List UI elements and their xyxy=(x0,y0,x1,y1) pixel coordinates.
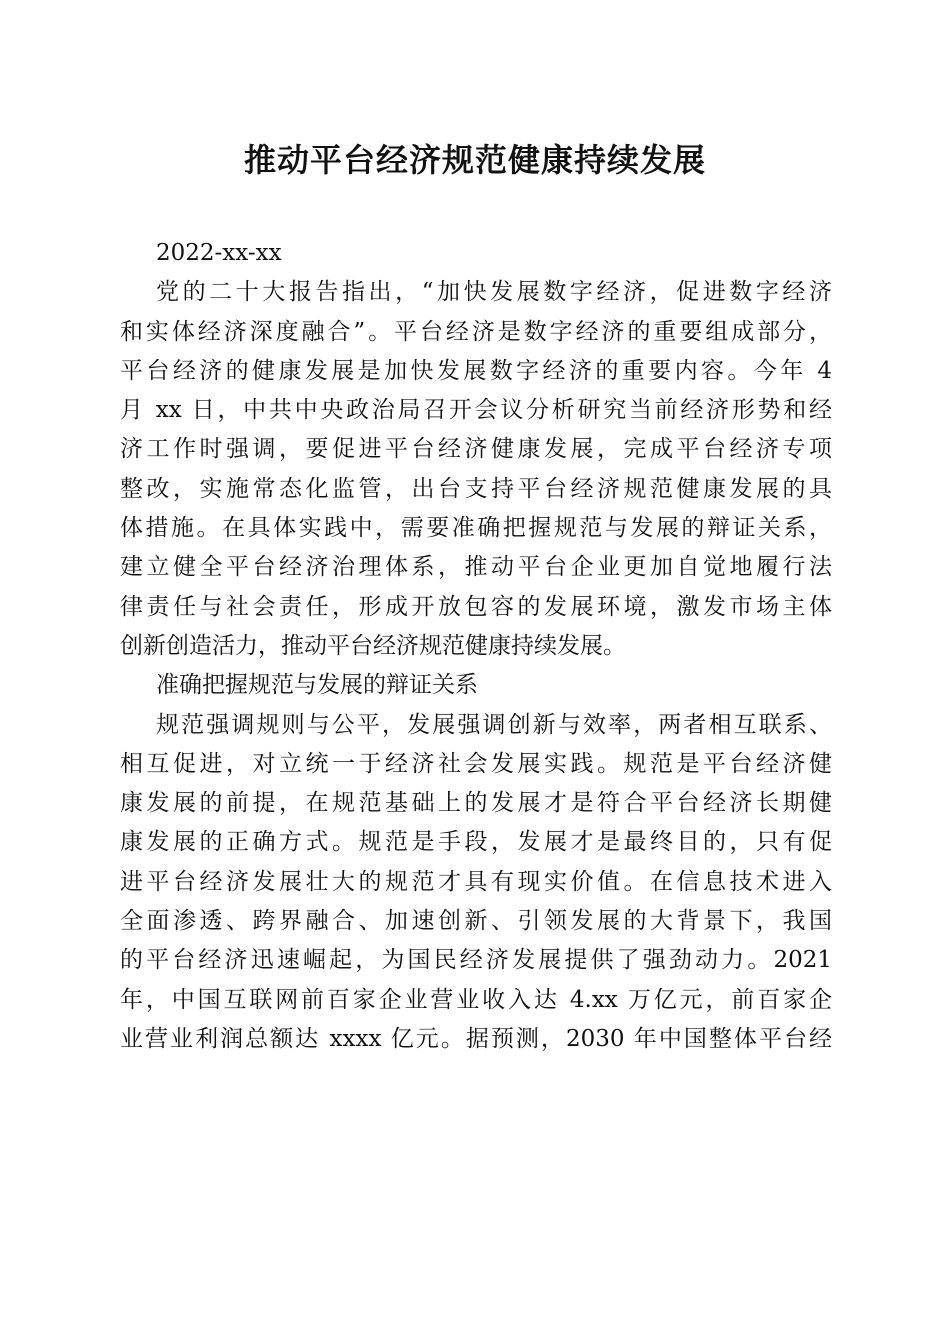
paragraph-2-line: 相互促进，对立统一于经济社会发展实践。规范是平台经济健 xyxy=(120,750,832,777)
paragraph-2-line: 康发展的正确方式。规范是手段，发展才是最终目的，只有促 xyxy=(120,829,832,856)
paragraph-2-line: 全面渗透、跨界融合、加速创新、引领发展的大背景下，我国 xyxy=(120,908,832,935)
paragraph-1-line: 济工作时强调，要促进平台经济健康发展，完成平台经济专项 xyxy=(120,436,832,463)
paragraph-2-line: 规范强调规则与公平，发展强调创新与效率，两者相互联系、 xyxy=(156,711,832,738)
paragraph-2-line: 的平台经济迅速崛起，为国民经济发展提供了强劲动力。2021 xyxy=(120,947,832,974)
paragraph-1-line: 党的二十大报告指出，“加快发展数字经济，促进数字经济 xyxy=(156,279,832,306)
document-title: 推动平台经济规范健康持续发展 xyxy=(243,141,706,179)
paragraph-1-line: 整改，实施常态化监管，出台支持平台经济规范健康发展的具 xyxy=(120,475,832,502)
paragraph-2-line: 年，中国互联网前百家企业营业收入达 4.xx 万亿元，前百家企 xyxy=(120,986,832,1013)
paragraph-2-line: 进平台经济发展壮大的规范才具有现实价值。在信息技术进入 xyxy=(120,868,832,895)
paragraph-1-line: 建立健全平台经济治理体系，推动平台企业更加自觉地履行法 xyxy=(120,554,832,581)
paragraph-1-line: 平台经济的健康发展是加快发展数字经济的重要内容。今年 4 xyxy=(120,357,832,384)
paragraph-1-line: 律责任与社会责任，形成开放包容的发展环境，激发市场主体 xyxy=(120,593,832,620)
paragraph-1-line: 和实体经济深度融合”。平台经济是数字经济的重要组成部分， xyxy=(120,318,832,345)
paragraph-1-line: 体措施。在具体实践中，需要准确把握规范与发展的辩证关系， xyxy=(120,515,832,542)
section-heading: 准确把握规范与发展的辩证关系 xyxy=(156,672,478,699)
paragraph-2-line: 业营业利润总额达 xxxx 亿元。据预测，2030 年中国整体平台经 xyxy=(120,1025,832,1052)
paragraph-1-line: 月 xx 日，中共中央政治局召开会议分析研究当前经济形势和经 xyxy=(120,397,832,424)
paragraph-1-line: 创新创造活力，推动平台经济规范健康持续发展。 xyxy=(120,632,626,659)
document-body xyxy=(120,234,832,1059)
document-date: 2022-xx-xx xyxy=(156,240,282,266)
paragraph-2-line: 康发展的前提，在规范基础上的发展才是符合平台经济长期健 xyxy=(120,790,832,817)
